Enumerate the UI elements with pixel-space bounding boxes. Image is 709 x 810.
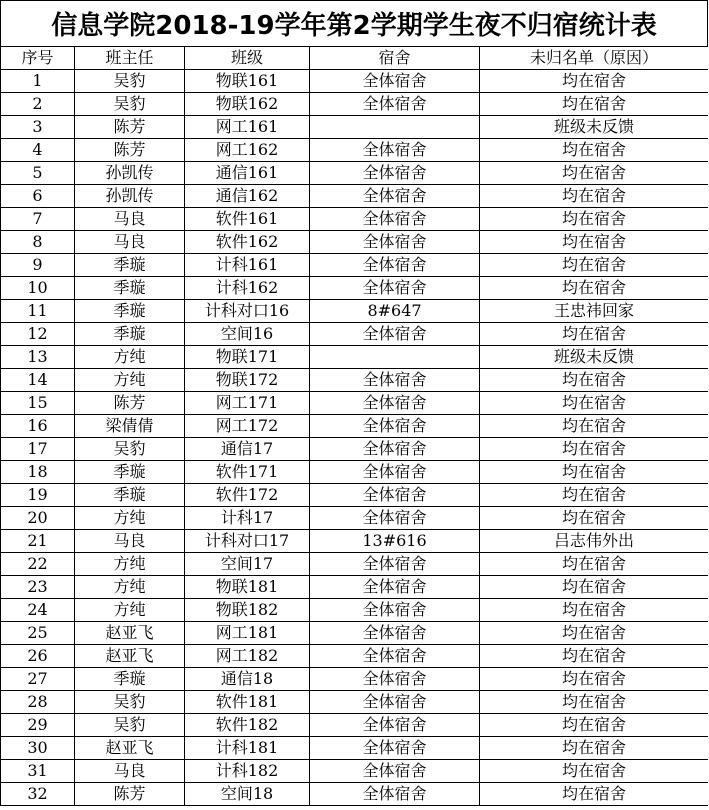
cell-index: 22: [1, 553, 75, 576]
table-row: [1, 277, 709, 300]
cell-class: 计科对口16: [185, 300, 310, 323]
cell-absent-list: 均在宿舍: [480, 645, 709, 668]
cell-index: 12: [1, 323, 75, 346]
cell-absent-list: 均在宿舍: [480, 691, 709, 714]
table-row: [1, 415, 709, 438]
cell-index: 4: [1, 139, 75, 162]
cell-class: 通信162: [185, 185, 310, 208]
cell-index: 8: [1, 231, 75, 254]
table-row: [1, 369, 709, 392]
cell-index: 24: [1, 599, 75, 622]
table-row: [1, 599, 709, 622]
cell-absent-list: 均在宿舍: [480, 415, 709, 438]
cell-absent-list: 均在宿舍: [480, 507, 709, 530]
cell-dorm: 全体宿舍: [310, 277, 480, 300]
cell-index: 23: [1, 576, 75, 599]
cell-dorm: 全体宿舍: [310, 576, 480, 599]
table-row: [1, 507, 709, 530]
cell-class: 计科161: [185, 254, 310, 277]
cell-teacher: 方纯: [75, 599, 185, 622]
cell-absent-list: 均在宿舍: [480, 553, 709, 576]
cell-class: 空间18: [185, 783, 310, 806]
cell-dorm: 全体宿舍: [310, 70, 480, 93]
cell-class: 物联181: [185, 576, 310, 599]
table-row: [1, 231, 709, 254]
cell-class: 网工182: [185, 645, 310, 668]
cell-teacher: 方纯: [75, 576, 185, 599]
table-row: [1, 714, 709, 737]
cell-dorm: 全体宿舍: [310, 622, 480, 645]
cell-dorm: 全体宿舍: [310, 599, 480, 622]
cell-dorm: 全体宿舍: [310, 208, 480, 231]
cell-teacher: 方纯: [75, 346, 185, 369]
cell-teacher: 孙凯传: [75, 185, 185, 208]
table-row: [1, 461, 709, 484]
header-teacher: 班主任: [75, 47, 185, 70]
cell-index: 26: [1, 645, 75, 668]
cell-index: 11: [1, 300, 75, 323]
table-row: [1, 484, 709, 507]
cell-class: 软件172: [185, 484, 310, 507]
table-row: [1, 300, 709, 323]
cell-absent-list: 均在宿舍: [480, 668, 709, 691]
cell-teacher: 吴豹: [75, 93, 185, 116]
cell-absent-list: 均在宿舍: [480, 737, 709, 760]
cell-class: 网工161: [185, 116, 310, 139]
cell-class: 软件181: [185, 691, 310, 714]
cell-absent-list: 均在宿舍: [480, 714, 709, 737]
header-absent-list: 未归名单（原因）: [480, 47, 709, 70]
cell-teacher: 陈芳: [75, 392, 185, 415]
cell-class: 软件171: [185, 461, 310, 484]
cell-dorm: 全体宿舍: [310, 553, 480, 576]
cell-teacher: 季璇: [75, 300, 185, 323]
cell-dorm: 全体宿舍: [310, 760, 480, 783]
table-row: [1, 162, 709, 185]
cell-class: 软件162: [185, 231, 310, 254]
cell-teacher: 马良: [75, 760, 185, 783]
cell-teacher: 梁倩倩: [75, 415, 185, 438]
cell-absent-list: 均在宿舍: [480, 208, 709, 231]
cell-index: 14: [1, 369, 75, 392]
cell-teacher: 马良: [75, 231, 185, 254]
cell-teacher: 方纯: [75, 553, 185, 576]
table-row: [1, 668, 709, 691]
statistics-table: [0, 46, 708, 806]
cell-absent-list: 均在宿舍: [480, 323, 709, 346]
cell-teacher: 方纯: [75, 369, 185, 392]
cell-dorm: 8#647: [310, 300, 480, 323]
cell-dorm: 全体宿舍: [310, 185, 480, 208]
cell-absent-list: 均在宿舍: [480, 392, 709, 415]
table-row: [1, 116, 709, 139]
cell-teacher: 季璇: [75, 323, 185, 346]
cell-class: 空间16: [185, 323, 310, 346]
cell-absent-list: 均在宿舍: [480, 461, 709, 484]
cell-class: 物联171: [185, 346, 310, 369]
table-row: [1, 185, 709, 208]
cell-class: 网工162: [185, 139, 310, 162]
cell-teacher: 马良: [75, 208, 185, 231]
table-row: [1, 737, 709, 760]
cell-teacher: 季璇: [75, 484, 185, 507]
cell-class: 物联182: [185, 599, 310, 622]
cell-absent-list: 均在宿舍: [480, 783, 709, 806]
cell-dorm: 全体宿舍: [310, 645, 480, 668]
cell-absent-list: 均在宿舍: [480, 139, 709, 162]
cell-dorm: 全体宿舍: [310, 714, 480, 737]
cell-absent-list: 班级未反馈: [480, 346, 709, 369]
cell-dorm: 全体宿舍: [310, 162, 480, 185]
cell-absent-list: 班级未反馈: [480, 116, 709, 139]
cell-teacher: 吴豹: [75, 70, 185, 93]
cell-index: 20: [1, 507, 75, 530]
cell-absent-list: 王忠祎回家: [480, 300, 709, 323]
cell-index: 30: [1, 737, 75, 760]
table-row: [1, 645, 709, 668]
cell-teacher: 季璇: [75, 277, 185, 300]
cell-teacher: 季璇: [75, 461, 185, 484]
cell-class: 空间17: [185, 553, 310, 576]
header-index: 序号: [1, 47, 75, 70]
cell-index: 18: [1, 461, 75, 484]
cell-class: 计科对口17: [185, 530, 310, 553]
cell-dorm: 全体宿舍: [310, 691, 480, 714]
table-row: [1, 576, 709, 599]
cell-class: 物联172: [185, 369, 310, 392]
cell-class: 网工172: [185, 415, 310, 438]
cell-index: 25: [1, 622, 75, 645]
cell-index: 21: [1, 530, 75, 553]
cell-index: 3: [1, 116, 75, 139]
cell-dorm: 全体宿舍: [310, 438, 480, 461]
cell-index: 10: [1, 277, 75, 300]
cell-teacher: 赵亚飞: [75, 645, 185, 668]
cell-absent-list: 均在宿舍: [480, 254, 709, 277]
cell-dorm: 全体宿舍: [310, 392, 480, 415]
cell-index: 31: [1, 760, 75, 783]
cell-absent-list: 均在宿舍: [480, 760, 709, 783]
cell-class: 通信161: [185, 162, 310, 185]
cell-class: 计科162: [185, 277, 310, 300]
cell-index: 28: [1, 691, 75, 714]
table-row: [1, 323, 709, 346]
cell-absent-list: 均在宿舍: [480, 622, 709, 645]
table-row: [1, 553, 709, 576]
table-row: [1, 70, 709, 93]
cell-teacher: 陈芳: [75, 783, 185, 806]
cell-dorm: 13#616: [310, 530, 480, 553]
cell-absent-list: 均在宿舍: [480, 162, 709, 185]
table-row: [1, 622, 709, 645]
header-dorm: 宿舍: [310, 47, 480, 70]
cell-absent-list: 吕志伟外出: [480, 530, 709, 553]
cell-absent-list: 均在宿舍: [480, 185, 709, 208]
sheet-title: 信息学院2018-19学年第2学期学生夜不归宿统计表: [0, 0, 708, 46]
cell-index: 32: [1, 783, 75, 806]
table-row: [1, 254, 709, 277]
cell-index: 29: [1, 714, 75, 737]
cell-dorm: 全体宿舍: [310, 461, 480, 484]
header-class: 班级: [185, 47, 310, 70]
cell-class: 计科182: [185, 760, 310, 783]
cell-dorm: [310, 346, 480, 369]
cell-dorm: 全体宿舍: [310, 783, 480, 806]
cell-index: 1: [1, 70, 75, 93]
cell-absent-list: 均在宿舍: [480, 438, 709, 461]
table-row: [1, 139, 709, 162]
cell-absent-list: 均在宿舍: [480, 484, 709, 507]
table-row: [1, 438, 709, 461]
cell-class: 通信18: [185, 668, 310, 691]
cell-class: 网工181: [185, 622, 310, 645]
cell-teacher: 吴豹: [75, 691, 185, 714]
table-row: [1, 760, 709, 783]
cell-index: 2: [1, 93, 75, 116]
cell-dorm: 全体宿舍: [310, 254, 480, 277]
cell-class: 网工171: [185, 392, 310, 415]
cell-teacher: 赵亚飞: [75, 622, 185, 645]
cell-dorm: 全体宿舍: [310, 231, 480, 254]
cell-teacher: 季璇: [75, 254, 185, 277]
cell-index: 19: [1, 484, 75, 507]
cell-index: 7: [1, 208, 75, 231]
cell-absent-list: 均在宿舍: [480, 576, 709, 599]
cell-teacher: 吴豹: [75, 438, 185, 461]
cell-class: 通信17: [185, 438, 310, 461]
cell-index: 6: [1, 185, 75, 208]
table-row: [1, 530, 709, 553]
cell-dorm: 全体宿舍: [310, 484, 480, 507]
cell-class: 计科17: [185, 507, 310, 530]
table-row: [1, 691, 709, 714]
cell-index: 16: [1, 415, 75, 438]
cell-index: 15: [1, 392, 75, 415]
cell-absent-list: 均在宿舍: [480, 93, 709, 116]
cell-dorm: 全体宿舍: [310, 415, 480, 438]
cell-class: 软件161: [185, 208, 310, 231]
cell-index: 17: [1, 438, 75, 461]
cell-teacher: 方纯: [75, 507, 185, 530]
cell-index: 13: [1, 346, 75, 369]
table-row: [1, 93, 709, 116]
cell-index: 5: [1, 162, 75, 185]
cell-absent-list: 均在宿舍: [480, 369, 709, 392]
cell-index: 9: [1, 254, 75, 277]
cell-teacher: 马良: [75, 530, 185, 553]
cell-dorm: 全体宿舍: [310, 369, 480, 392]
cell-absent-list: 均在宿舍: [480, 599, 709, 622]
cell-dorm: 全体宿舍: [310, 668, 480, 691]
table-body: [1, 70, 709, 806]
cell-teacher: 赵亚飞: [75, 737, 185, 760]
table-row: [1, 208, 709, 231]
cell-class: 物联162: [185, 93, 310, 116]
cell-dorm: 全体宿舍: [310, 93, 480, 116]
cell-class: 计科181: [185, 737, 310, 760]
table-row: [1, 346, 709, 369]
cell-dorm: 全体宿舍: [310, 139, 480, 162]
cell-teacher: 孙凯传: [75, 162, 185, 185]
cell-class: 软件182: [185, 714, 310, 737]
cell-teacher: 吴豹: [75, 714, 185, 737]
cell-index: 27: [1, 668, 75, 691]
table-row: [1, 392, 709, 415]
cell-absent-list: 均在宿舍: [480, 70, 709, 93]
cell-absent-list: 均在宿舍: [480, 277, 709, 300]
cell-dorm: 全体宿舍: [310, 737, 480, 760]
table-row: [1, 783, 709, 806]
cell-class: 物联161: [185, 70, 310, 93]
header-row: [1, 47, 709, 70]
cell-teacher: 陈芳: [75, 116, 185, 139]
cell-dorm: 全体宿舍: [310, 507, 480, 530]
cell-dorm: 全体宿舍: [310, 323, 480, 346]
cell-absent-list: 均在宿舍: [480, 231, 709, 254]
cell-teacher: 陈芳: [75, 139, 185, 162]
cell-dorm: [310, 116, 480, 139]
cell-teacher: 季璇: [75, 668, 185, 691]
